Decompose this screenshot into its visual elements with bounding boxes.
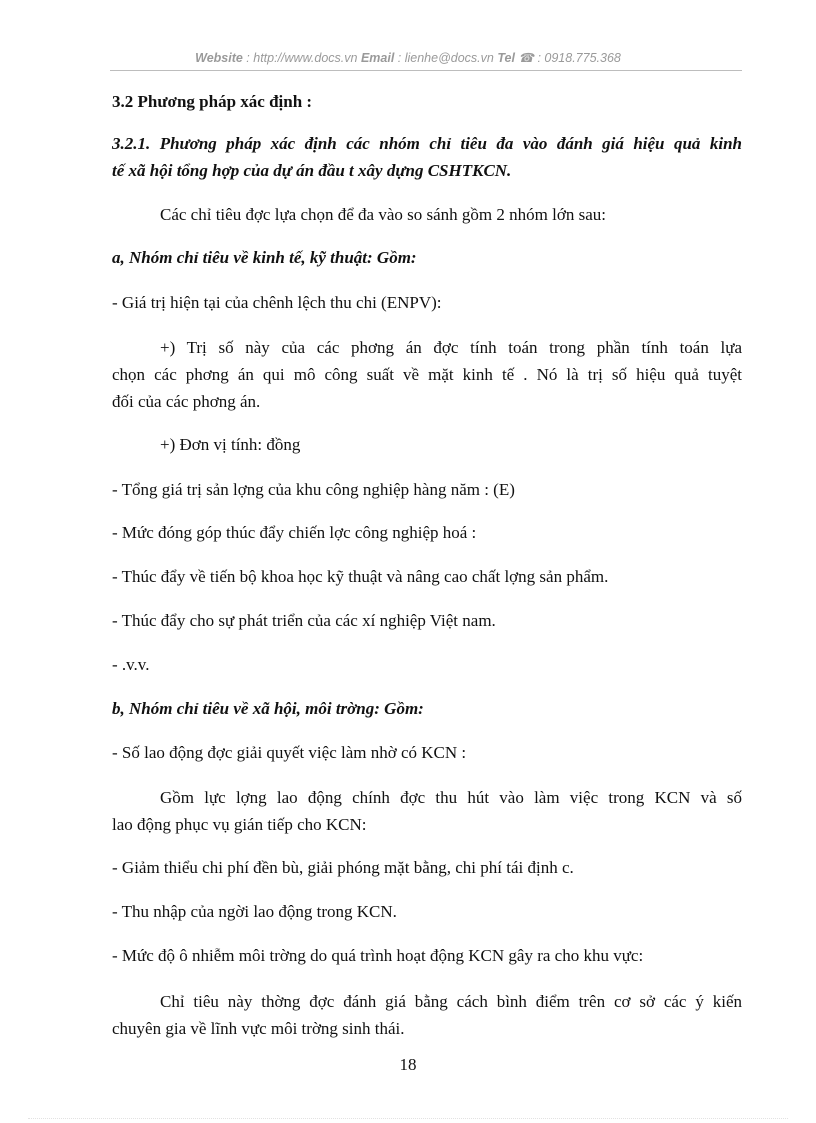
email-label: Email — [360, 51, 395, 65]
list-item: - Thúc đẩy cho sự phát triển của các xí nghiệp Việt nam. — [112, 611, 496, 630]
paragraph-line: chọn các phơng án qui mô công suất về mặt kinh tế . Nó là trị số hiệu quả tuyệt — [112, 365, 742, 384]
tel-value: ☎ : 0918.775.368 — [514, 51, 621, 65]
list-item: - .v.v. — [112, 655, 150, 674]
list-item: - Mức đóng góp thúc đẩy chiến lợc công nghiệp hoá : — [112, 523, 477, 542]
list-item: - Mức độ ô nhiễm môi trờng do quá trình hoạt động KCN gây ra cho khu vực: — [112, 946, 644, 965]
group-a-heading: a, Nhóm chỉ tiêu về kinh tế, kỹ thuật: Gồm: — [112, 248, 417, 267]
paragraph-line: đối của các phơng án. — [112, 392, 261, 411]
paragraph-line: Gồm lực lợng lao động chính đợc thu hút vào làm việc trong KCN và số — [160, 788, 742, 807]
list-item: - Thúc đẩy về tiến bộ khoa học kỹ thuật và nâng cao chất lợng sản phẩm. — [112, 567, 609, 586]
header-divider — [110, 70, 742, 71]
intro-paragraph: Các chỉ tiêu đợc lựa chọn để đa vào so sánh gồm 2 nhóm lớn sau: — [160, 205, 606, 224]
email-value: : lienhe@docs.vn — [394, 51, 498, 65]
subsection-heading-line-1: 3.2.1. Phương pháp xác định các nhóm chỉ tiêu đa vào đánh giá hiệu quả kinh — [112, 134, 742, 153]
paragraph-line: Chỉ tiêu này thờng đợc đánh giá bằng cách bình điểm trên cơ sở các ý kiến — [160, 992, 742, 1011]
list-item: - Tổng giá trị sản lợng của khu công nghiệp hàng năm : (E) — [112, 480, 515, 499]
unit-line: +) Đơn vị tính: đồng — [160, 435, 301, 454]
list-item: - Thu nhập của ngời lao động trong KCN. — [112, 902, 397, 921]
page-header — [0, 50, 816, 65]
tel-label: Tel — [497, 51, 515, 65]
group-b-heading: b, Nhóm chỉ tiêu về xã hội, môi trờng: Gồm: — [112, 699, 424, 718]
website-label: Website — [195, 51, 243, 65]
page-bottom-border — [28, 1118, 788, 1119]
website-value: : http://www.docs.vn — [242, 51, 361, 65]
paragraph-line: chuyên gia về lĩnh vực môi trờng sinh thái. — [112, 1019, 405, 1038]
list-item: - Số lao động đợc giải quyết việc làm nhờ có KCN : — [112, 743, 467, 762]
paragraph-line: +) Trị số này của các phơng án đợc tính toán trong phần tính toán lựa — [160, 338, 742, 357]
subsection-heading-line-2: tế xã hội tổng hợp của dự án đầu t xây dựng CSHTKCN. — [112, 161, 512, 180]
list-item: - Giảm thiểu chi phí đền bù, giải phóng mặt bằng, chi phí tái định c. — [112, 858, 574, 877]
section-heading: 3.2 Phương pháp xác định : — [112, 92, 313, 111]
paragraph-line: lao động phục vụ gián tiếp cho KCN: — [112, 815, 367, 834]
list-item: - Giá trị hiện tại của chênh lệch thu chi (ENPV): — [112, 293, 442, 312]
page-number: 18 — [399, 1055, 417, 1074]
